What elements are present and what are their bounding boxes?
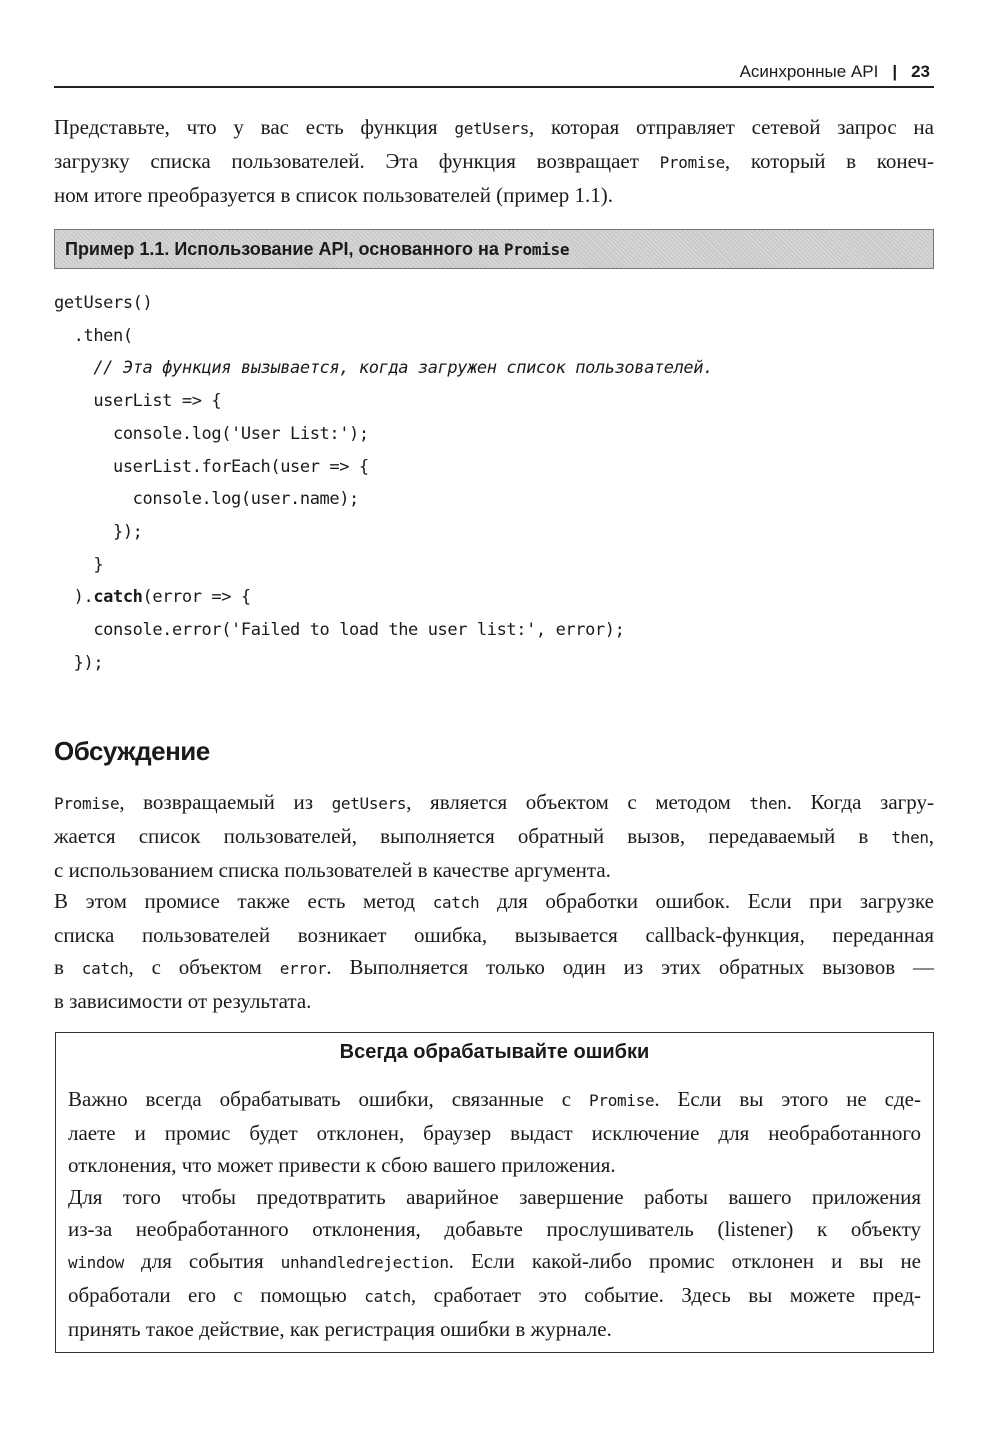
discussion-paragraph-2: В этом промисе также есть метод catch для обработки ошибок. Если при загрузке списка пользователей возникает ошибка, вызывается callback-функция, переданная в catch, с объектом error. Выполняется только один из этих обратных вызовов — в зависимости от результата.	[54, 889, 934, 1013]
intro-line-1: Представьте, что у вас есть функция getUsers, которая отправляет сетевой запрос на	[54, 115, 934, 139]
intro-line-2: загрузку списка пользователей. Эта функция возвращает Promise, который в конеч-	[54, 149, 934, 173]
sidebar-paragraph-2: Для того чтобы предотвратить аварийное завершение работы вашего приложения из-за необработанного отклонения, добавьте прослушиватель (listener) к объекту window для события unhandledrejection. Если какой-либо промис отклонен и вы не обработали его с помощью catch, сработает это событие. Здесь вы можете пред- принять такое действие, как регистрация ошибки в журнале.	[68, 1185, 922, 1341]
discussion-paragraph-1: Promise, возвращаемый из getUsers, является объектом с методом then. Когда загру- жается список пользователей, выполняется обратный вызов, передаваемый в then, с использованием списка пользователей в качестве аргумента.	[54, 790, 935, 882]
code-line: getUsers()	[54, 293, 153, 313]
code-line: }	[54, 554, 104, 575]
sidebar-title: Всегда обрабатывайте ошибки	[339, 1041, 650, 1063]
sidebar-box	[55, 1032, 934, 1353]
header-separator: |	[892, 62, 898, 81]
running-head	[54, 60, 934, 88]
code-line-catch: ).catch(error => {	[54, 587, 251, 608]
code-line: });	[54, 521, 143, 542]
intro-line-3: ном итоге преобразуется в список пользователей (пример 1.1).	[54, 183, 614, 207]
section-title: Обсуждение	[54, 736, 210, 766]
catch-keyword: catch	[93, 587, 143, 608]
code-line: .then(	[54, 325, 133, 346]
code-line: console.log('User List:');	[54, 423, 369, 444]
sidebar-paragraph-1: Важно всегда обрабатывать ошибки, связанные с Promise. Если вы этого не сде- лаете и промис будет отклонен, браузер выдаст исключение для необработанного отклонения, что может привести к сбою вашего приложения.	[68, 1087, 921, 1177]
code-line: console.error('Failed to load the user list:', error);	[54, 620, 625, 641]
code-line: });	[54, 652, 104, 673]
example-caption: Пример 1.1. Использование API, основанного на Promise	[54, 229, 934, 269]
page-number: 23	[911, 62, 930, 81]
code-line: userList.forEach(user => {	[54, 456, 369, 477]
code-line: userList => {	[54, 391, 222, 412]
intro-paragraph	[54, 111, 934, 211]
code-line: console.log(user.name);	[54, 489, 359, 510]
chapter-title: Асинхронные API	[739, 62, 879, 81]
code-listing	[54, 287, 934, 679]
code-comment: // Эта функция вызывается, когда загружен список пользователей.	[54, 358, 713, 379]
